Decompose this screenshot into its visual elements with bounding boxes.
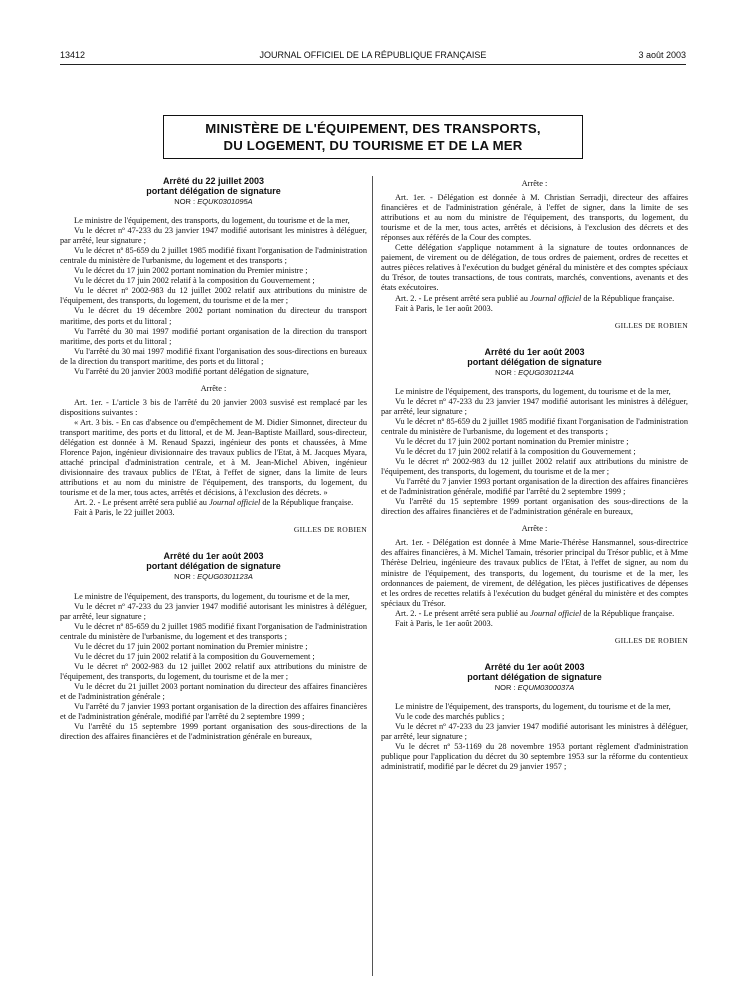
visa-paragraph: Vu le décret du 17 juin 2002 portant nomination du Premier ministre ; (74, 641, 308, 651)
visa-paragraph: Vu le décret du 19 décembre 2002 portant nomination du directeur du transport maritime, des ports et du littoral ; (60, 306, 367, 326)
visa-paragraph: Le ministre de l'équipement, des transports, du logement, du tourisme et de la mer, (395, 701, 671, 711)
column-divider (372, 176, 373, 976)
visa-paragraph: Vu l'arrêté du 30 mai 1997 modifié portant organisation de la direction du transport maritime, des ports et du littoral ; (60, 326, 367, 346)
article-1-paragraph-2: Cette délégation s'applique notamment à la signature de toutes ordonnances de paiement, de virement ou de délégation, de tous ordres de paiement, ordres de recettes et autres pièces relatives à l'exécution du budget général du ministère et des comptes spéciaux du Trésor, de toutes transactions, de tous contrats, marchés, conventions, avenants et des états exécutoires. (381, 243, 688, 293)
visa-paragraph: Vu l'arrêté du 7 janvier 1993 portant organisation de la direction des affaires financières et de l'administration générale, modifié par l'arrêté du 2 septembre 1999 ; (60, 702, 367, 722)
visa-paragraph: Vu le décret du 21 juillet 2003 portant nomination du directeur des affaires financières et de l'administration générale ; (60, 681, 367, 701)
signature: GILLES DE ROBIEN (614, 320, 688, 330)
article-1: Art. 1er. - Délégation est donnée à Mme Marie-Thérèse Hansmannel, sous-directrice des affaires financières, à M. Michel Tamain, trésorier principal du Trésor public, et à Mme Thérèse Delrieu, ingénieure des travaux publics de l'Etat, à l'effet de signer, au nom du ministre de l'équipement, des transports, du logement, du tourisme et de la mer, les ordonnances de paiement, de virement, de délégation, les pièces justificatives de dépenses et les ordres de recettes relatifs à l'exécution du budget général du ministère et des comptes spéciaux du Trésor. (381, 538, 688, 608)
visa-paragraph: Vu le décret nº 47-233 du 23 janvier 1947 modifié autorisant les ministres à déléguer, par arrêté, leur signature ; (381, 721, 688, 742)
visa-paragraph: Vu le code des marchés publics ; (395, 711, 505, 721)
nor-reference: NOR : EQUG0301124A (495, 367, 574, 377)
visa-paragraph: Le ministre de l'équipement, des transports, du logement, du tourisme et de la mer, (395, 386, 671, 396)
visa-paragraph: Vu le décret du 17 juin 2002 relatif à la composition du Gouvernement ; (395, 446, 636, 456)
visa-paragraph: Vu le décret nº 85-659 du 2 juillet 1985 modifié fixant l'organisation de l'administration centrale du ministère de l'urbanisme, du logement et des transports ; (60, 621, 367, 641)
decree-1 (60, 176, 367, 535)
ministry-heading-box (163, 115, 583, 159)
visa-paragraph: Vu le décret du 17 juin 2002 portant nomination du Premier ministre ; (395, 436, 629, 446)
issue-date: 3 août 2003 (638, 50, 686, 60)
decree-3 (381, 347, 688, 646)
decree-2 (60, 551, 367, 742)
visa-paragraph: Vu le décret nº 85-659 du 2 juillet 1985 modifié fixant l'organisation de l'administration centrale du ministère de l'urbanisme, du logement et des transports ; (381, 416, 688, 436)
running-header (60, 50, 686, 62)
visa-paragraph: Vu l'arrêté du 7 janvier 1993 portant organisation de la direction des affaires financières et de l'administration générale, modifié par l'arrêté du 2 septembre 1999 ; (381, 477, 688, 497)
ministry-line-2: DU LOGEMENT, DU TOURISME ET DE LA MER (223, 138, 523, 153)
article-2: Art. 2. - Le présent arrêté sera publié au Journal officiel de la République française. (395, 293, 675, 303)
header-rule (60, 64, 686, 65)
visa-paragraph: Vu le décret du 17 juin 2002 relatif à la composition du Gouvernement ; (74, 651, 315, 661)
decree-subtitle: portant délégation de signature (467, 356, 602, 367)
article-2: Art. 2. - Le présent arrêté sera publié au Journal officiel de la République française. (395, 608, 675, 618)
decree-subtitle: portant délégation de signature (146, 186, 281, 196)
visa-paragraph: Vu le décret du 17 juin 2002 relatif à la composition du Gouvernement ; (74, 276, 315, 286)
signing-place-date: Fait à Paris, le 1er août 2003. (395, 618, 493, 628)
visa-paragraph: Vu l'arrêté du 30 mai 1997 modifié fixant l'organisation des sous-directions en bureaux de la direction du transport maritime, des ports et du littoral ; (60, 346, 367, 366)
article-1: Art. 1er. - Délégation est donnée à M. Christian Serradji, directeur des affaires financières et de l'administration générale, à l'effet de signer, dans la limite de ses attributions et au nom du ministre de l'équipement, des transports, du logement, du tourisme et de la mer, tous actes, arrêtés et décisions, à l'exclusion des décrets et des réponses aux référés de la Cour des comptes. (381, 193, 688, 243)
decree-title: Arrêté du 1er août 2003 (484, 346, 585, 357)
visa-paragraph: Le ministre de l'équipement, des transports, du logement, du tourisme et de la mer, (74, 591, 350, 601)
visa-paragraph: Vu le décret nº 2002-983 du 12 juillet 2002 relatif aux attributions du ministre de l'équipement, des transports, du logement, du tourisme et de la mer ; (381, 457, 688, 477)
arrete-label: Arrête : (521, 179, 548, 188)
visa-paragraph: Vu le décret nº 53-1169 du 28 novembre 1953 portant règlement d'administration publique pour l'application du décret du 30 septembre 1953 sur la réforme du contentieux administratif, modifié par le décret du 29 janvier 1957 ; (381, 742, 688, 772)
article-2: Art. 2. - Le présent arrêté sera publié au Journal officiel de la République française. (74, 498, 354, 508)
visa-paragraph: Vu l'arrêté du 15 septembre 1999 portant organisation des sous-directions de la direction des affaires financières et de l'administration générale en bureaux, (60, 722, 367, 742)
journal-title: JOURNAL OFFICIEL DE LA RÉPUBLIQUE FRANÇAISE (259, 50, 487, 60)
arrete-label: Arrête : (521, 524, 548, 534)
nor-reference: NOR : EQUM0300037A (494, 682, 575, 692)
visa-paragraph: Vu le décret nº 47-233 du 23 janvier 1947 modifié autorisant les ministres à déléguer, par arrêté, leur signature ; (60, 226, 367, 246)
signature: GILLES DE ROBIEN (293, 525, 367, 535)
decree-subtitle: portant délégation de signature (467, 671, 602, 682)
visa-paragraph: Vu le décret nº 47-233 du 23 janvier 1947 modifié autorisant les ministres à déléguer, par arrêté, leur signature ; (381, 396, 688, 416)
visa-paragraph: Vu l'arrêté du 15 septembre 1999 portant organisation des sous-directions de la direction des affaires financières et de l'administration générale en bureaux, (381, 497, 688, 517)
signing-place-date: Fait à Paris, le 1er août 2003. (395, 303, 493, 313)
visa-paragraph: Le ministre de l'équipement, des transports, du logement, du tourisme et de la mer, (74, 216, 350, 226)
decree-title: Arrêté du 1er août 2003 (163, 551, 264, 562)
visa-paragraph: Vu l'arrêté du 20 janvier 2003 modifié portant délégation de signature, (74, 366, 309, 376)
arrete-label: Arrête : (200, 383, 227, 393)
visa-paragraph: Vu le décret nº 2002-983 du 12 juillet 2002 relatif aux attributions du ministre de l'équipement, des transports, du logement, du tourisme et de la mer ; (60, 661, 367, 681)
decree-title: Arrêté du 22 juillet 2003 (162, 176, 265, 186)
visa-paragraph: Vu le décret nº 47-233 du 23 janvier 1947 modifié autorisant les ministres à déléguer, par arrêté, leur signature ; (60, 601, 367, 621)
decree-title: Arrêté du 1er août 2003 (484, 661, 585, 672)
visa-paragraph: Vu le décret du 17 juin 2002 portant nomination du Premier ministre ; (74, 266, 308, 276)
nor-reference: NOR : EQUK0301095A (174, 197, 253, 206)
right-column (381, 176, 688, 772)
article-3bis-text: « Art. 3 bis. - En cas d'absence ou d'empêchement de M. Didier Simonnet, directeur du transport maritime, des ports et du littoral, et de M. Jean-Baptiste Maillard, sous-directeur, délégation est donnée à M. Renaud Spazzi, ingénieur des ponts et chaussées, à Mme Florence Pajon, ingénieur divisionnaire des travaux publics de l'Etat, à M. Jacques Myara, attaché principal d'administration centrale, et à M. Jean-Michel Abiven, ingénieur divisionnaire des travaux publics de l'Etat, à l'effet de signer, dans la limite de leurs attributions et au nom du ministre de l'équipement, des transports, du logement, du tourisme et de la mer, tous actes, arrêtés et décisions, à l'exclusion des décrets. » (60, 417, 367, 498)
decree-2-continued (381, 179, 688, 331)
signing-place-date: Fait à Paris, le 22 juillet 2003. (74, 508, 175, 518)
decree-subtitle: portant délégation de signature (146, 561, 281, 572)
article-1: Art. 1er. - L'article 3 bis de l'arrêté du 20 janvier 2003 susvisé est remplacé par les dispositions suivantes : (60, 397, 367, 417)
visa-paragraph: Vu le décret nº 2002-983 du 12 juillet 2002 relatif aux attributions du ministre de l'équipement, des transports, du logement, du tourisme et de la mer ; (60, 286, 367, 306)
nor-reference: NOR : EQUG0301123A (174, 572, 253, 582)
decree-4 (381, 662, 688, 772)
visa-paragraph: Vu le décret nº 85-659 du 2 juillet 1985 modifié fixant l'organisation de l'administration centrale du ministère de l'urbanisme, du logement et des transports ; (60, 246, 367, 266)
left-column (60, 176, 367, 742)
signature: GILLES DE ROBIEN (614, 635, 688, 645)
page-number: 13412 (60, 50, 86, 60)
ministry-line-1: MINISTÈRE DE L'ÉQUIPEMENT, DES TRANSPORTS, (205, 121, 541, 136)
